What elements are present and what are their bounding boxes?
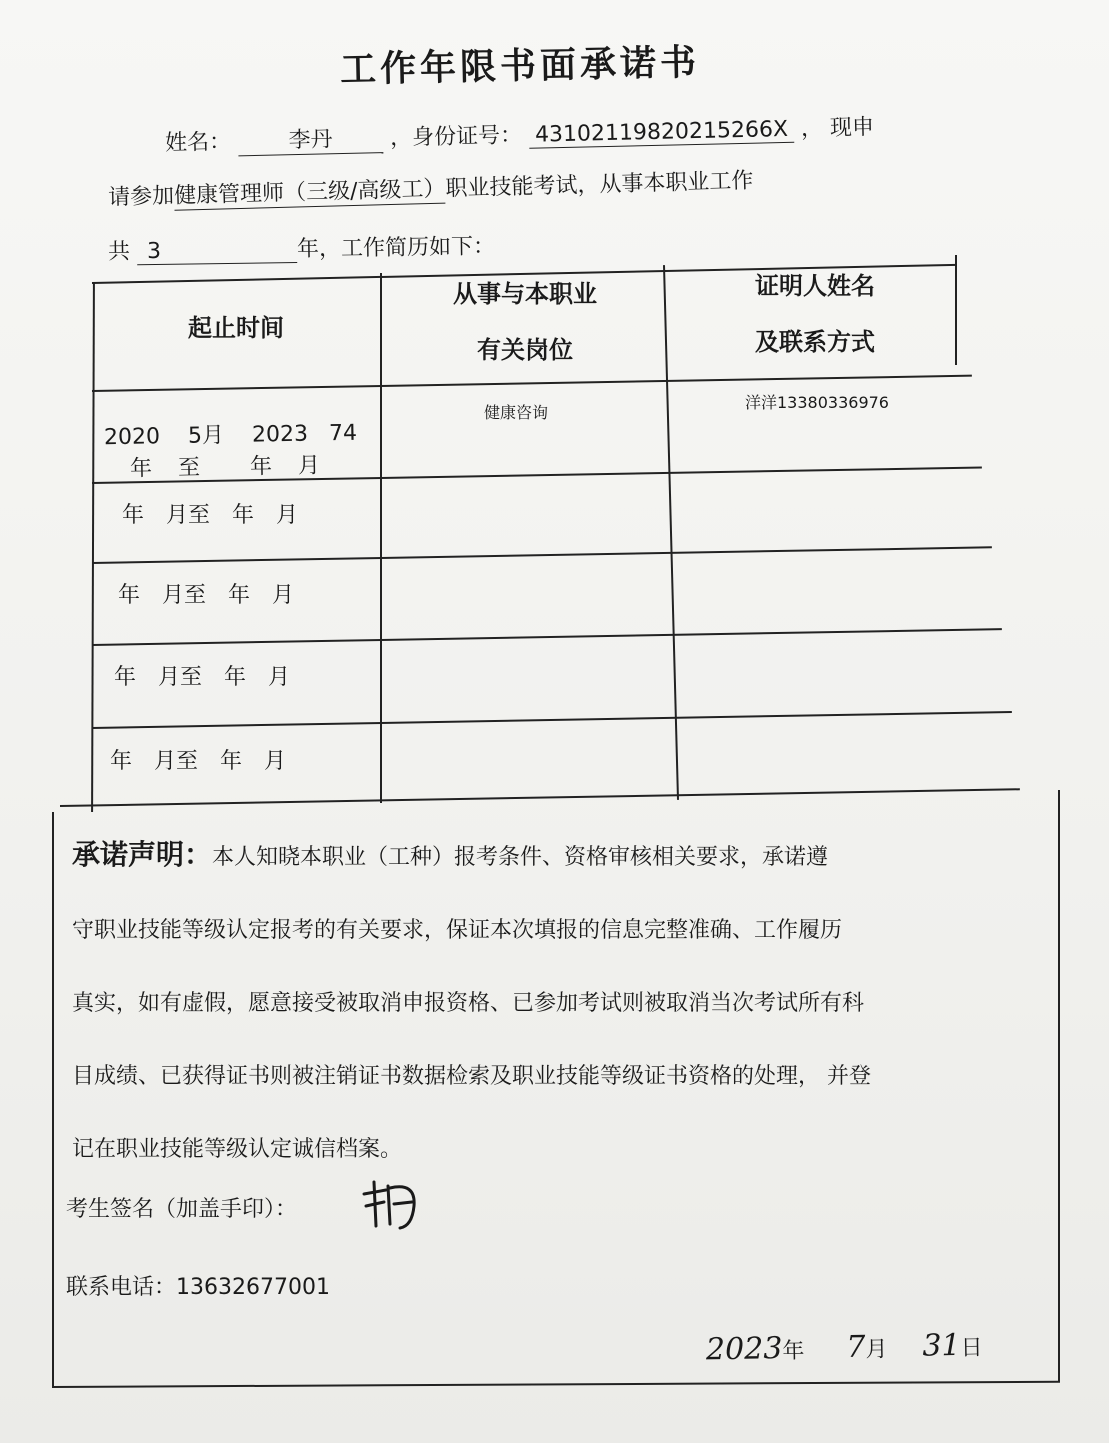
date-day: 31 [922, 1327, 961, 1364]
table-row-line-4 [92, 628, 1002, 646]
table-row-line-3 [92, 546, 992, 564]
table-row-line-5 [92, 711, 1012, 729]
intro-line-1-tail: ， 现申 [800, 114, 875, 142]
header-period: 起止时间 [188, 314, 284, 342]
declaration-text-1: 本人知晓本职业（工种）报考条件、资格审核相关要求，承诺遵 [212, 845, 829, 870]
start-month: 5月 [187, 423, 225, 449]
years-value: 3 [137, 237, 297, 265]
intro-line-3-tail: 年，工作简历如下： [296, 234, 496, 263]
row1-period-units: 年 至 年 月 [129, 453, 323, 482]
id-number: 43102119820215266X [529, 117, 795, 149]
row1-position: 健康咨询 [484, 403, 549, 422]
end-year: 2023 [251, 421, 309, 448]
row2-period: 年 月至 年 月 [122, 503, 299, 528]
intro-line-2-head: 请参加 [107, 183, 175, 211]
id-label: ，身份证号： [389, 122, 523, 151]
start-year: 2020 [103, 424, 161, 451]
header-position-line-1: 从事与本职业 [453, 280, 597, 308]
row3-period: 年 月至 年 月 [118, 583, 295, 608]
declaration-line-5: 记在职业技能等级认定诚信档案。 [72, 1137, 403, 1162]
row4-period: 年 月至 年 月 [114, 665, 291, 690]
frame-bottom-border [52, 1381, 1060, 1388]
frame-right-border [1058, 790, 1060, 1382]
intro-line-3 [108, 229, 495, 265]
declaration-line-4: 目成绩、已获得证书则被注销证书数据检索及职业技能等级证书资格的处理， 并登 [72, 1064, 871, 1089]
intro-line-2-tail: 职业技能考试，从事本职业工作 [445, 168, 754, 202]
end-month: 74 [328, 420, 358, 447]
declaration-line-1 [72, 818, 1032, 894]
intro-line-2 [108, 164, 754, 213]
header-witness-line-1: 证明人姓名 [755, 272, 875, 300]
declaration-block [72, 818, 1032, 1186]
phone-number: 13632677001 [176, 1275, 330, 1300]
date-year: 2023 [705, 1331, 783, 1368]
row1-period-values [104, 416, 357, 451]
date-month: 7 [846, 1329, 866, 1365]
name-value: 李丹 [238, 121, 384, 156]
date-month-unit: 月 [865, 1337, 888, 1363]
intro-line-3-head: 共 [107, 239, 131, 265]
phone-line [66, 1270, 330, 1301]
declaration-line-3: 真实，如有虚假，愿意接受被取消申报资格、已参加考试则被取消当次考试所有科 [72, 991, 865, 1016]
date-year-unit: 年 [782, 1338, 805, 1365]
row5-period: 年 月至 年 月 [110, 749, 287, 774]
occupation-value: 健康管理师（三级/高级工） [174, 172, 446, 211]
intro-line-1 [165, 110, 875, 158]
date-day-unit: 日 [960, 1335, 983, 1361]
row1-witness: 洋洋13380336976 [745, 393, 889, 412]
header-witness-line-2: 及联系方式 [755, 328, 875, 356]
table-bottom-line [60, 788, 1020, 807]
frame-left-border [52, 812, 54, 1388]
signing-date [706, 1328, 983, 1368]
document-title: 工作年限书面承诺书 [339, 42, 701, 91]
phone-label: 联系电话： [66, 1275, 177, 1300]
handwritten-signature [356, 1176, 436, 1236]
name-label: 姓名： [164, 129, 232, 157]
declaration-label: 承诺声明： [72, 838, 213, 871]
signature-label: 考生签名（加盖手印）： [66, 1197, 298, 1222]
table-left-border [91, 282, 95, 812]
header-position-line-2: 有关岗位 [477, 336, 573, 364]
declaration-line-2: 守职业技能等级认定报考的有关要求，保证本次填报的信息完整准确、工作履历 [72, 918, 843, 943]
